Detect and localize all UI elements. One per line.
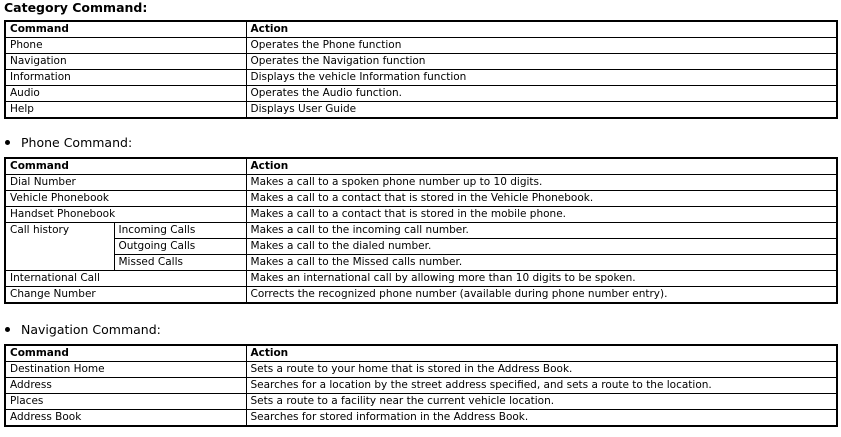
sub-command-cell: Incoming Calls bbox=[114, 223, 246, 239]
table-row bbox=[5, 223, 837, 239]
action-cell: Operates the Audio function. bbox=[246, 86, 837, 102]
command-cell: Address bbox=[5, 378, 246, 394]
command-cell: International Call bbox=[5, 271, 246, 287]
action-header: Action bbox=[246, 158, 837, 175]
command-cell: Information bbox=[5, 70, 246, 86]
command-cell: Phone bbox=[5, 38, 246, 54]
table-row bbox=[5, 271, 837, 287]
table-row bbox=[5, 255, 837, 271]
table-header-row bbox=[5, 21, 837, 38]
category-command-table bbox=[4, 20, 838, 119]
action-cell: Makes a call to a contact that is stored in the Vehicle Phonebook. bbox=[246, 191, 837, 207]
table-row bbox=[5, 410, 837, 427]
action-cell: Displays User Guide bbox=[246, 102, 837, 119]
table-header-row bbox=[5, 345, 837, 362]
action-cell: Searches for a location by the street address specified, and sets a route to the location. bbox=[246, 378, 837, 394]
table-row bbox=[5, 191, 837, 207]
action-cell: Makes a call to the Missed calls number. bbox=[246, 255, 837, 271]
command-cell: Handset Phonebook bbox=[5, 207, 246, 223]
table-row bbox=[5, 378, 837, 394]
table-row bbox=[5, 239, 837, 255]
command-cell: Change Number bbox=[5, 287, 246, 304]
bullet-icon bbox=[5, 140, 10, 145]
navigation-command-table bbox=[4, 344, 838, 427]
action-cell: Displays the vehicle Information function bbox=[246, 70, 837, 86]
command-cell: Help bbox=[5, 102, 246, 119]
table-row bbox=[5, 207, 837, 223]
action-cell: Makes a call to a spoken phone number up to 10 digits. bbox=[246, 175, 837, 191]
command-cell: Places bbox=[5, 394, 246, 410]
command-cell: Destination Home bbox=[5, 362, 246, 378]
navigation-command-heading bbox=[5, 322, 161, 337]
phone-command-table bbox=[4, 157, 838, 304]
navigation-command-title: Navigation Command: bbox=[21, 322, 161, 337]
action-cell: Operates the Navigation function bbox=[246, 54, 837, 70]
table-row bbox=[5, 394, 837, 410]
table-row bbox=[5, 287, 837, 304]
action-cell: Sets a route to a facility near the current vehicle location. bbox=[246, 394, 837, 410]
command-cell: Vehicle Phonebook bbox=[5, 191, 246, 207]
sub-command-cell: Outgoing Calls bbox=[114, 239, 246, 255]
command-header: Command bbox=[5, 158, 246, 175]
action-cell: Operates the Phone function bbox=[246, 38, 837, 54]
action-cell: Makes an international call by allowing more than 10 digits to be spoken. bbox=[246, 271, 837, 287]
table-row bbox=[5, 102, 837, 119]
action-header: Action bbox=[246, 345, 837, 362]
phone-command-title: Phone Command: bbox=[21, 135, 133, 150]
table-row bbox=[5, 38, 837, 54]
command-header: Command bbox=[5, 21, 246, 38]
command-cell: Navigation bbox=[5, 54, 246, 70]
table-row bbox=[5, 175, 837, 191]
command-cell: Address Book bbox=[5, 410, 246, 427]
action-cell: Makes a call to the incoming call number. bbox=[246, 223, 837, 239]
table-row bbox=[5, 362, 837, 378]
action-header: Action bbox=[246, 21, 837, 38]
command-cell: Audio bbox=[5, 86, 246, 102]
bullet-icon bbox=[5, 327, 10, 332]
action-cell: Makes a call to a contact that is stored in the mobile phone. bbox=[246, 207, 837, 223]
command-header: Command bbox=[5, 345, 246, 362]
action-cell: Sets a route to your home that is stored in the Address Book. bbox=[246, 362, 837, 378]
action-cell: Makes a call to the dialed number. bbox=[246, 239, 837, 255]
table-header-row bbox=[5, 158, 837, 175]
action-cell: Searches for stored information in the Address Book. bbox=[246, 410, 837, 427]
sub-command-cell: Missed Calls bbox=[114, 255, 246, 271]
category-command-heading: Category Command: bbox=[4, 0, 148, 15]
command-cell: Dial Number bbox=[5, 175, 246, 191]
table-row bbox=[5, 86, 837, 102]
table-row bbox=[5, 54, 837, 70]
action-cell: Corrects the recognized phone number (available during phone number entry). bbox=[246, 287, 837, 304]
phone-command-heading bbox=[5, 135, 132, 150]
table-row bbox=[5, 70, 837, 86]
call-history-cell: Call history bbox=[5, 223, 114, 271]
